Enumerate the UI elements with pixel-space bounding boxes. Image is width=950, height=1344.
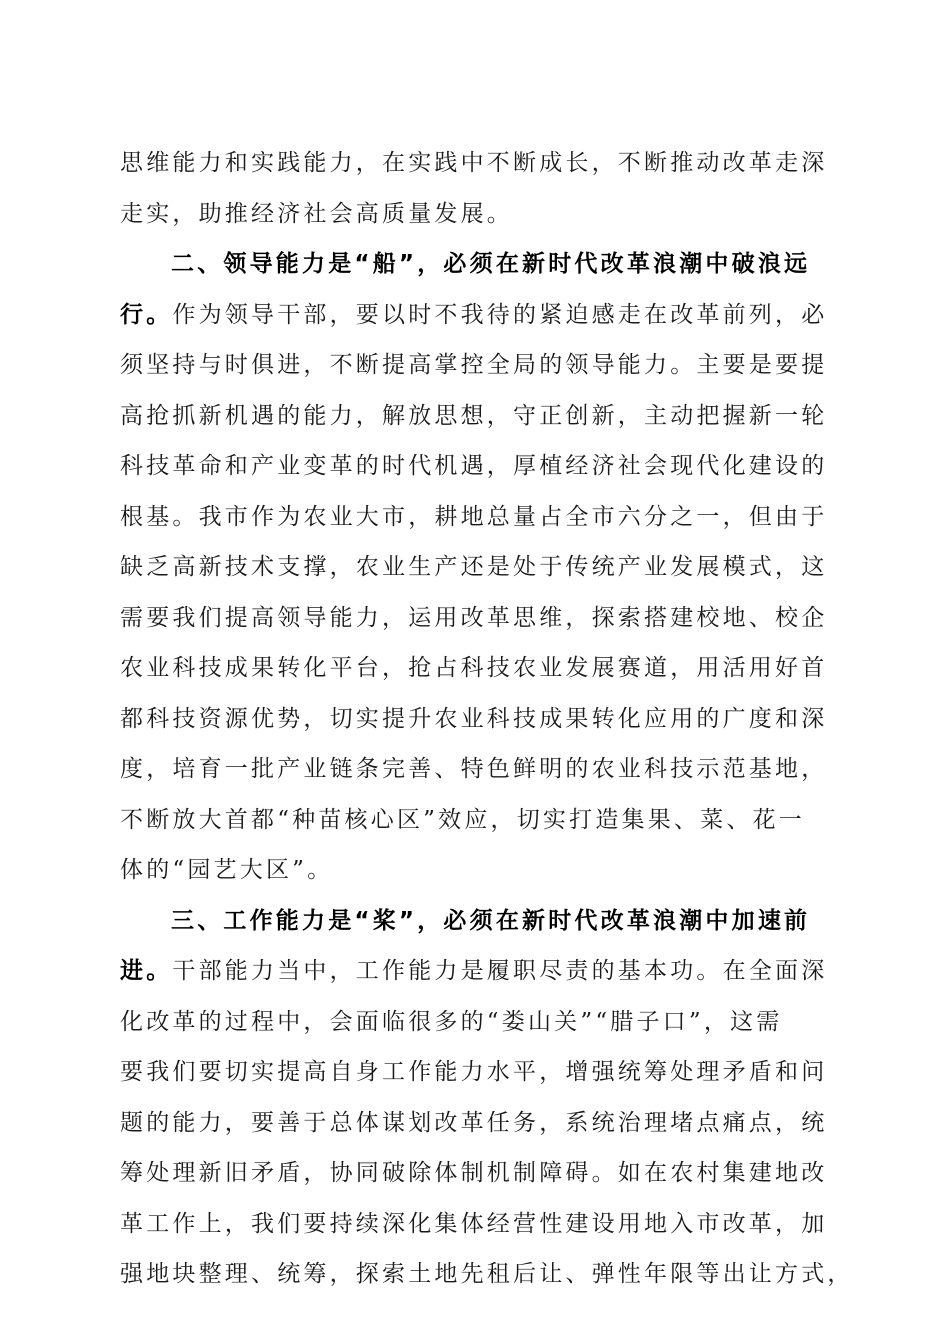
section-2-body-start: 作为领导干部，要以时不我待的紧迫感走在改革前列，必 xyxy=(172,301,828,328)
paragraph-line: 都科技资源优势，切实提升农业科技成果转化应用的广度和深 xyxy=(120,705,828,732)
paragraph-line: 需要我们提高领导能力，运用改革思维，探索搭建校地、校企 xyxy=(120,604,828,631)
paragraph-line: 走实，助推经济社会高质量发展。 xyxy=(120,200,513,227)
paragraph-line: 化改革的过程中，会面临很多的“娄山关”“腊子口”，这需 xyxy=(120,1008,783,1035)
paragraph-line: 须坚持与时俱进，不断提高掌控全局的领导能力。主要是要提 xyxy=(120,352,828,378)
paragraph-line: 缺乏高新技术支撑，农业生产还是处于传统产业发展模式，这 xyxy=(120,554,828,580)
paragraph-line: 不断放大首都“种苗核心区”效应，切实打造集果、菜、花一 xyxy=(120,806,805,833)
paragraph-line xyxy=(120,946,832,997)
paragraph-line: 体的“园艺大区”。 xyxy=(120,857,334,883)
paragraph-line: 强地块整理、统筹，探索土地先租后让、弹性年限等出让方式， xyxy=(120,1261,854,1287)
section-heading-2-end: 行。 xyxy=(120,301,173,328)
paragraph-line: 高抢抓新机遇的能力，解放思想，守正创新，主动把握新一轮 xyxy=(120,402,828,429)
document-body xyxy=(120,138,854,1300)
paragraph-line: 科技革命和产业变革的时代机遇，厚植经济社会现代化建设的 xyxy=(120,453,828,479)
paragraph-line: 度，培育一批产业链条完善、特色鲜明的农业科技示范基地， xyxy=(120,756,828,782)
paragraph-line: 根基。我市作为农业大市，耕地总量占全市六分之一，但由于 xyxy=(120,503,828,530)
paragraph-line xyxy=(120,290,832,341)
section-heading-2: 二、领导能力是“船”，必须在新时代改革浪潮中破浪远 xyxy=(171,251,811,277)
section-heading-3-end: 进。 xyxy=(120,958,173,984)
paragraph-line: 题的能力，要善于总体谋划改革任务，系统治理堵点痛点，统 xyxy=(120,1109,828,1136)
section-heading-3: 三、工作能力是“桨”，必须在新时代改革浪潮中加速前 xyxy=(171,907,811,934)
paragraph-line: 筹处理新旧矛盾，协同破除体制机制障碍。如在农村集建地改 xyxy=(120,1160,828,1186)
paragraph-line: 革工作上，我们要持续深化集体经营性建设用地入市改革，加 xyxy=(120,1210,828,1237)
paragraph-line: 要我们要切实提高自身工作能力水平，增强统筹处理矛盾和问 xyxy=(120,1059,828,1085)
section-3-body-start: 干部能力当中，工作能力是履职尽责的基本功。在全面深 xyxy=(172,958,828,984)
paragraph-line: 思维能力和实践能力，在实践中不断成长，不断推动改革走深 xyxy=(120,150,828,176)
paragraph-line: 农业科技成果转化平台，抢占科技农业发展赛道，用活用好首 xyxy=(120,655,828,681)
